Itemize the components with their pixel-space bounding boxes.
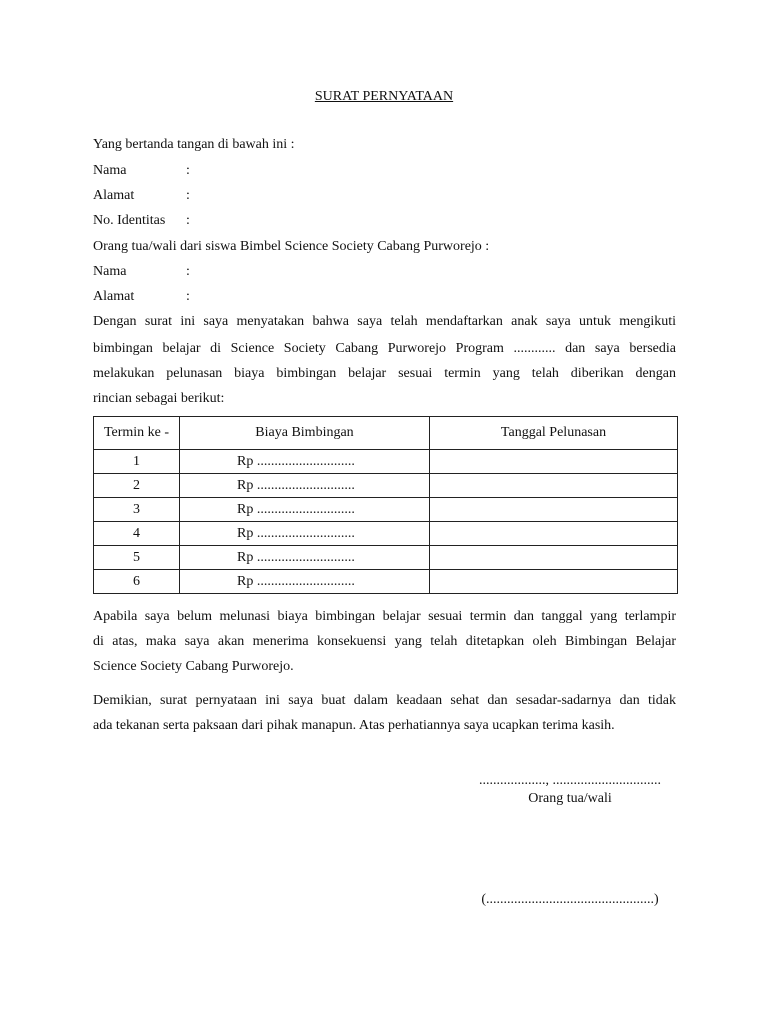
parent-line: Orang tua/wali dari siswa Bimbel Science Society Cabang Purworejo : (93, 239, 490, 254)
paragraph1-line: bimbingan belajar di Science Society Cabang Purworejo Program ............ dan saya bersedia (93, 341, 676, 356)
tanggal-cell (430, 450, 678, 474)
paragraph1-line: rincian sebagai berikut: (93, 391, 225, 406)
biaya-cell: Rp ............................ (180, 498, 430, 522)
header-tanggal: Tanggal Pelunasan (430, 417, 678, 450)
table-row (94, 498, 678, 522)
student-address-field (93, 288, 190, 306)
termin-cell: 1 (94, 450, 180, 474)
signer-id-field (93, 212, 190, 230)
termin-cell: 5 (94, 546, 180, 570)
biaya-cell: Rp ............................ (180, 570, 430, 594)
signer-address-field (93, 187, 190, 205)
biaya-cell: Rp ............................ (180, 546, 430, 570)
field-separator: : (186, 264, 190, 279)
paragraph2-line: di atas, maka saya akan menerima konsekuensi yang telah ditetapkan oleh Bimbingan Belajar (93, 634, 676, 649)
termin-cell: 4 (94, 522, 180, 546)
biaya-cell: Rp ............................ (180, 450, 430, 474)
signature-place-date: ..................., ............................... (479, 773, 661, 788)
biaya-cell: Rp ............................ (180, 474, 430, 498)
field-label: Nama (93, 264, 127, 279)
table-row (94, 450, 678, 474)
paragraph1-line: melakukan pelunasan biaya bimbingan belajar sesuai termin yang telah diberikan dengan (93, 366, 676, 381)
header-biaya: Biaya Bimbingan (180, 417, 430, 450)
paragraph1-line: Dengan surat ini saya menyatakan bahwa saya telah mendaftarkan anak saya untuk mengikuti (93, 314, 676, 329)
header-termin: Termin ke - (94, 417, 180, 450)
field-label: No. Identitas (93, 213, 166, 228)
table-row (94, 474, 678, 498)
field-label: Nama (93, 163, 127, 178)
document-title: SURAT PERNYATAAN (314, 89, 454, 104)
paragraph2-line: Science Society Cabang Purworejo. (93, 659, 294, 674)
field-label: Alamat (93, 289, 135, 304)
biaya-cell: Rp ............................ (180, 522, 430, 546)
paragraph3-line: ada tekanan serta paksaan dari pihak manapun. Atas perhatiannya saya ucapkan terima kasih. (93, 718, 615, 733)
termin-cell: 6 (94, 570, 180, 594)
termin-cell: 3 (94, 498, 180, 522)
field-separator: : (186, 163, 190, 178)
table-row (94, 546, 678, 570)
student-name-field (93, 263, 190, 281)
signer-name-field (93, 162, 190, 180)
paragraph2-line: Apabila saya belum melunasi biaya bimbingan belajar sesuai termin dan tanggal yang terlampir (93, 609, 676, 624)
paragraph3-line: Demikian, surat pernyataan ini saya buat dalam keadaan sehat dan sesadar-sadarnya dan tidak (93, 693, 676, 708)
field-separator: : (186, 213, 190, 228)
tanggal-cell (430, 522, 678, 546)
termin-cell: 2 (94, 474, 180, 498)
payment-table (93, 416, 678, 594)
tanggal-cell (430, 546, 678, 570)
tanggal-cell (430, 498, 678, 522)
signature-name-line: (................................................) (481, 892, 659, 907)
table-header-row (94, 417, 678, 450)
field-separator: : (186, 289, 190, 304)
tanggal-cell (430, 474, 678, 498)
field-separator: : (186, 188, 190, 203)
field-label: Alamat (93, 188, 135, 203)
table-row (94, 570, 678, 594)
intro-text: Yang bertanda tangan di bawah ini : (93, 137, 295, 152)
table-row (94, 522, 678, 546)
signature-role: Orang tua/wali (528, 791, 612, 806)
tanggal-cell (430, 570, 678, 594)
